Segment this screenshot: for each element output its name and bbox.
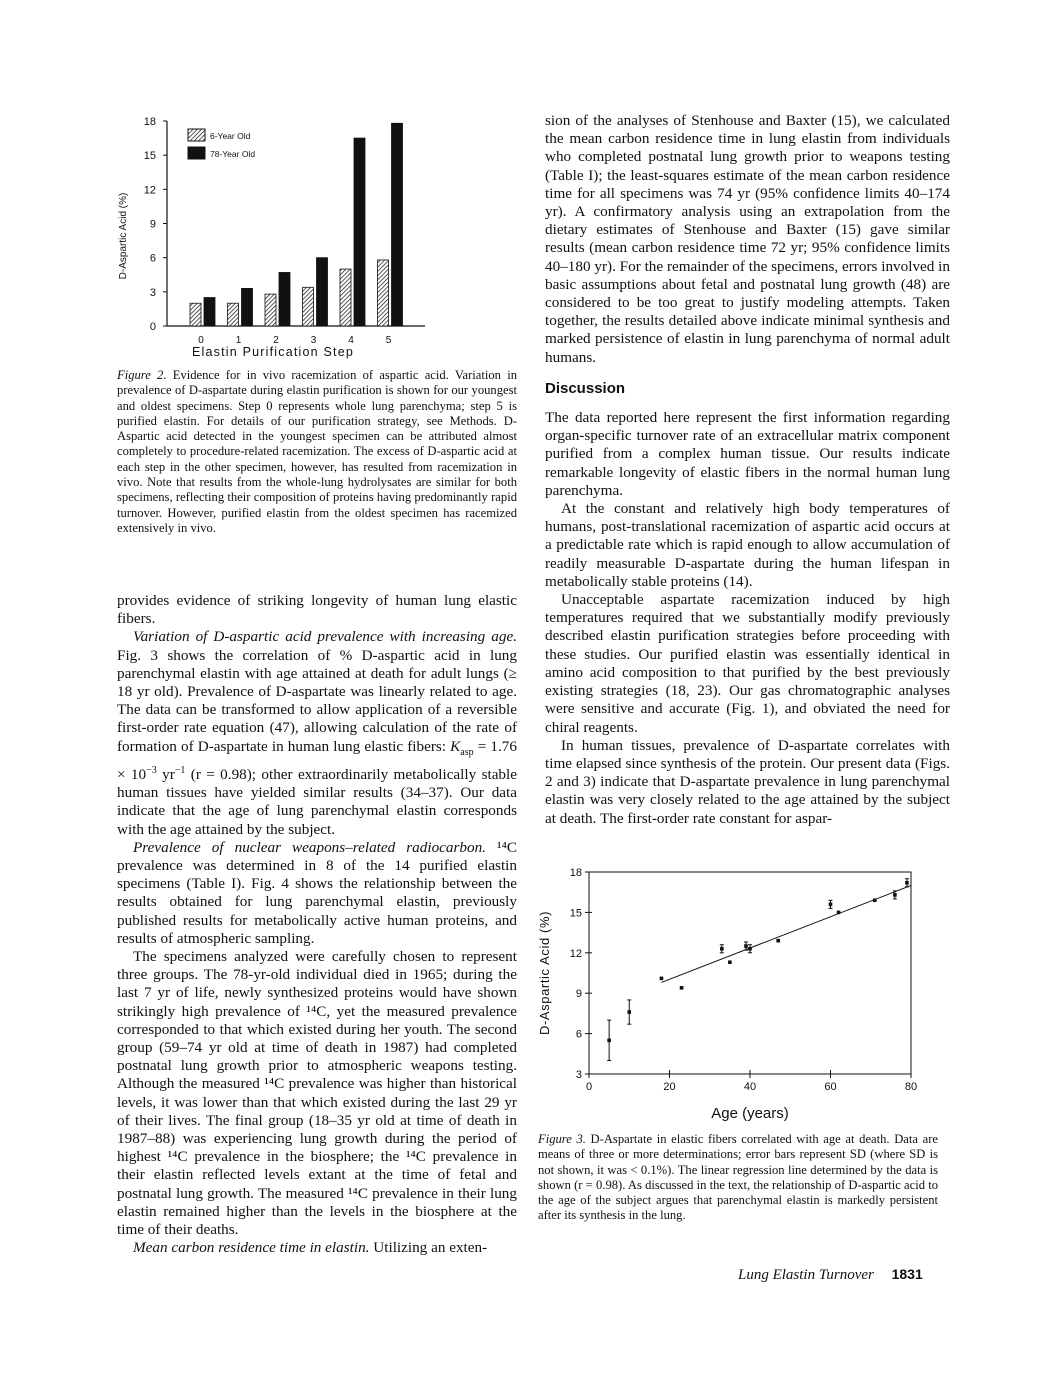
- rate-exponent-2: −1: [174, 764, 186, 776]
- left-paragraph-2: [117, 628, 517, 838]
- fig2-bar-6-year: [228, 303, 239, 326]
- fig2-xlabel: Elastin Purification Step: [191, 345, 355, 359]
- fig2-legend-swatch: [188, 129, 205, 141]
- fig2-legend-label: 6-Year Old: [210, 131, 251, 141]
- right-paragraph-4: Unacceptable aspartate racemization induced by high temperatures required that we substantially modify previously described elastin purification strategies before proceeding with these studies. Our purified elastin was essentially identical in amino acid composition to that purified by the best previously existing strategies (18, 23). Our gas chromatographic analyses were sensitive and accurate (Fig. 1), and obviated the need for chiral reagents.: [545, 591, 950, 736]
- left-paragraph-3: [117, 839, 517, 948]
- fig3-y-tick-label: 9: [575, 988, 582, 1001]
- fig3-xlabel: Age (years): [711, 1105, 789, 1122]
- fig2-y-tick-label: 6: [149, 252, 156, 265]
- fig3-data-point: [837, 911, 841, 915]
- left-paragraph-3-text: ¹⁴C prevalence was determined in 8 of the 14 purified elastin specimens (Table I). Fig. 4 shows the relationship between the results obtained for lung parenchymal elastin, previously published results for metabolically active human proteins, and results of atmospheric sampling.: [117, 838, 517, 947]
- right-paragraph-5: In human tissues, prevalence of D-aspartate correlates with time elapsed since synthesis of the protein. Our present data (Figs. 2 and 3) indicate that D-aspartate prevalence in lung parenchymal elastin was very closely related to the age attained by the subject at death. The first-order rate constant for aspar-: [545, 736, 950, 827]
- right-paragraph-3: At the constant and relatively high body temperatures of humans, post-translational racemization of aspartic acid occurs at a predictable rate which is rapid enough to allow accumulation of readily measurable D-aspartate during the human lifespan in metabolically stable proteins (14).: [545, 500, 950, 590]
- right-paragraph-2: The data reported here represent the first information regarding organ-specific turnover rate of an extracellular matrix component purified from a complex human tissue. Our results indicate remarkable longevity of elastic fibers in the normal human lung parenchyma.: [545, 409, 950, 499]
- fig2-y-tick-label: 15: [143, 150, 156, 163]
- fig3-data-point: [627, 1010, 631, 1014]
- fig3-data-point: [720, 947, 724, 951]
- section-head-residence-time: Mean carbon residence time in elastin.: [133, 1239, 370, 1257]
- figure-2-caption: [117, 368, 517, 536]
- rate-constant-symbol: K: [450, 737, 461, 755]
- fig3-y-tick-label: 12: [569, 947, 582, 960]
- rate-constant-subscript: asp: [460, 746, 474, 758]
- fig3-data-point: [744, 944, 748, 948]
- figure-3-scatter-plot: [535, 862, 935, 1124]
- fig2-ylabel: D-Aspartic Acid (%): [118, 192, 129, 280]
- left-column: [117, 592, 517, 1257]
- fig3-x-tick-label: 80: [904, 1081, 918, 1093]
- fig2-y-tick-label: 3: [149, 286, 156, 299]
- fig3-y-tick-label: 6: [575, 1028, 582, 1041]
- fig2-bar-78-year: [354, 138, 365, 326]
- left-paragraph-1: provides evidence of striking longevity of human lung elastic fibers.: [117, 592, 517, 628]
- fig3-data-point: [776, 939, 780, 943]
- fig2-y-tick-label: 12: [143, 184, 156, 197]
- fig2-bar-6-year: [340, 269, 351, 326]
- left-paragraph-2-text-b: (r = 0.98); other extraordinarily metabolically stable human tissues have yielded similar results (34–37). Our data indicate that the age of lung parenchymal elastin corresponds with the age attained by the subject.: [117, 765, 517, 838]
- fig3-x-tick-label: 60: [824, 1081, 837, 1093]
- fig2-y-tick-label: 0: [149, 321, 156, 333]
- fig2-x-tick-label: 0: [198, 335, 204, 346]
- page-footer: [738, 1266, 923, 1284]
- fig2-x-tick-label: 3: [310, 335, 317, 346]
- fig2-bar-6-year: [378, 260, 389, 326]
- fig2-legend-label: 78-Year Old: [210, 149, 256, 159]
- fig3-data-point: [893, 893, 897, 897]
- fig2-bar-6-year: [190, 303, 201, 326]
- left-paragraph-5-text: Utilizing an exten-: [369, 1239, 488, 1257]
- figure-2-caption-label: Figure 2.: [117, 368, 167, 382]
- fig3-data-point: [829, 903, 833, 907]
- fig3-data-point: [905, 881, 909, 885]
- figure-2-bar-chart: [110, 110, 430, 362]
- rate-exponent-1: −3: [146, 764, 157, 776]
- figure-3-caption-label: Figure 3.: [538, 1132, 586, 1146]
- fig2-x-tick-label: 5: [385, 335, 392, 346]
- running-title: Lung Elastin Turnover: [738, 1267, 874, 1283]
- discussion-heading: Discussion: [545, 379, 626, 397]
- fig3-plot-frame: [589, 872, 911, 1074]
- figure-3-caption-text: D-Aspartate in elastic fibers correlated with age at death. Data are means of three or more determinations; error bars represent SD (where SD is not shown, it was < 0.1%). The linear regression line determined by the data is shown (r = 0.98). As discussed in the text, the relationship of D-aspartic acid to the age of the subject argues that parenchymal elastin is markedly persistent after its synthesis in the lung.: [538, 1132, 938, 1223]
- figure-2-caption-text: Evidence for in vivo racemization of aspartic acid. Variation in prevalence of D-aspartate during elastin purification is shown for our youngest and oldest specimens. Step 0 represents whole lung parenchyma; step 5 is purified elastin. For details of our purification strategy, see Methods. D-Aspartic acid detected in the youngest specimen can be attributed almost completely to procedure-related racemization. The excess of D-aspartic acid at each step in the other specimen, however, has resulted from racemization in vivo. Note that results from the whole-lung hydrolysates are similar for both specimens, reflecting their composition of proteins having predominantly rapid turnover. However, purified elastin from the oldest specimen has racemized extensively in vivo.: [117, 368, 517, 535]
- right-column: [545, 112, 950, 828]
- fig2-bar-78-year: [279, 272, 290, 326]
- fig3-data-point: [728, 960, 732, 964]
- fig2-y-tick-label: 9: [149, 218, 156, 231]
- fig3-x-tick-label: 20: [663, 1081, 676, 1093]
- fig2-bar-78-year: [392, 123, 403, 326]
- rate-unit: yr: [156, 765, 175, 783]
- fig2-x-tick-label: 2: [273, 335, 279, 346]
- fig3-data-point: [607, 1039, 611, 1043]
- fig2-x-tick-label: 4: [348, 335, 354, 346]
- fig2-bar-78-year: [242, 288, 253, 326]
- fig3-y-tick-label: 3: [575, 1069, 582, 1081]
- fig2-bar-78-year: [317, 258, 328, 326]
- right-paragraph-1: sion of the analyses of Stenhouse and Baxter (15), we calculated the mean carbon residence time in lung elastin from individuals who completed postnatal lung growth prior to weapons testing (Table I); the least-squares estimate of the mean carbon residence time for all specimens was 74 yr (95% confidence limits 40–174 yr). A confirmatory analysis using an extrapolation from the dietary estimates of Stenhouse and Baxter (15) gave similar results (mean carbon residence time 72 yr; 95% confidence limits 40–180 yr). For the remainder of the specimens, errors involved in basic assumptions about fetal and postnatal lung growth (48) are considered to be too great to justify modeling attempts. Taken together, the results detailed above indicate minimal synthesis and marked persistence of elastin in lung parenchyma of normal adult humans.: [545, 112, 950, 366]
- fig3-ylabel: D-Aspartic Acid (%): [537, 910, 552, 1036]
- fig3-data-point: [748, 947, 752, 951]
- fig2-bar-78-year: [204, 298, 215, 326]
- fig3-x-tick-label: 40: [743, 1081, 757, 1093]
- fig2-x-tick-label: 1: [235, 335, 242, 346]
- section-head-radiocarbon: Prevalence of nuclear weapons–related radiocarbon.: [133, 838, 486, 856]
- fig3-data-point: [680, 986, 684, 990]
- fig2-bar-6-year: [303, 287, 314, 326]
- fig3-y-tick-label: 18: [569, 867, 582, 879]
- rate-constant-value: = 1.76 × 10: [117, 737, 517, 783]
- fig2-legend-swatch: [188, 147, 205, 159]
- fig3-x-tick-label: 0: [585, 1081, 593, 1093]
- figure-3-caption: [538, 1132, 938, 1224]
- fig3-data-point: [660, 977, 664, 981]
- fig3-y-tick-label: 15: [569, 907, 582, 920]
- page-number: 1831: [891, 1266, 923, 1282]
- fig2-bar-6-year: [265, 294, 276, 326]
- section-head-variation: Variation of D-aspartic acid prevalence with increasing age.: [133, 628, 517, 646]
- left-paragraph-2-text-a: Fig. 3 shows the correlation of % D-aspartic acid in lung parenchymal elastin with age attained at death for adult lungs (≥ 18 yr old). Prevalence of D-aspartate was linearly related to age. The data can be transformed to allow application of a reversible first-order rate equation (47), allowing calculation of the rate of formation of D-aspartate in human lung elastic fibers:: [117, 646, 517, 755]
- left-paragraph-5: [117, 1239, 517, 1257]
- fig3-data-point: [873, 898, 877, 902]
- left-paragraph-4: The specimens analyzed were carefully chosen to represent three groups. The 78-yr-old individual died in 1965; during the last 7 yr of life, newly synthesized proteins would have shown strikingly high prevalence of ¹⁴C, yet the measured prevalence corresponded to that which existed during her youth. The second group (59–74 yr old at time of death in 1987) had completed postnatal lung growth prior to atmospheric weapons testing. Although the measured ¹⁴C prevalence was higher than historical levels, it was lower than that which existed during the last 29 yr of their lives. The final group (18–35 yr old at time of death in 1987–88) was experiencing lung growth during the period of highest ¹⁴C prevalence in the biosphere; the ¹⁴C prevalence in their elastin reflected levels extant at the time of fetal and postnatal lung growth. The measured ¹⁴C prevalence in their lung elastin remained higher than the levels in the biosphere at the time of their deaths.: [117, 947, 517, 1238]
- fig2-y-tick-label: 18: [143, 116, 156, 128]
